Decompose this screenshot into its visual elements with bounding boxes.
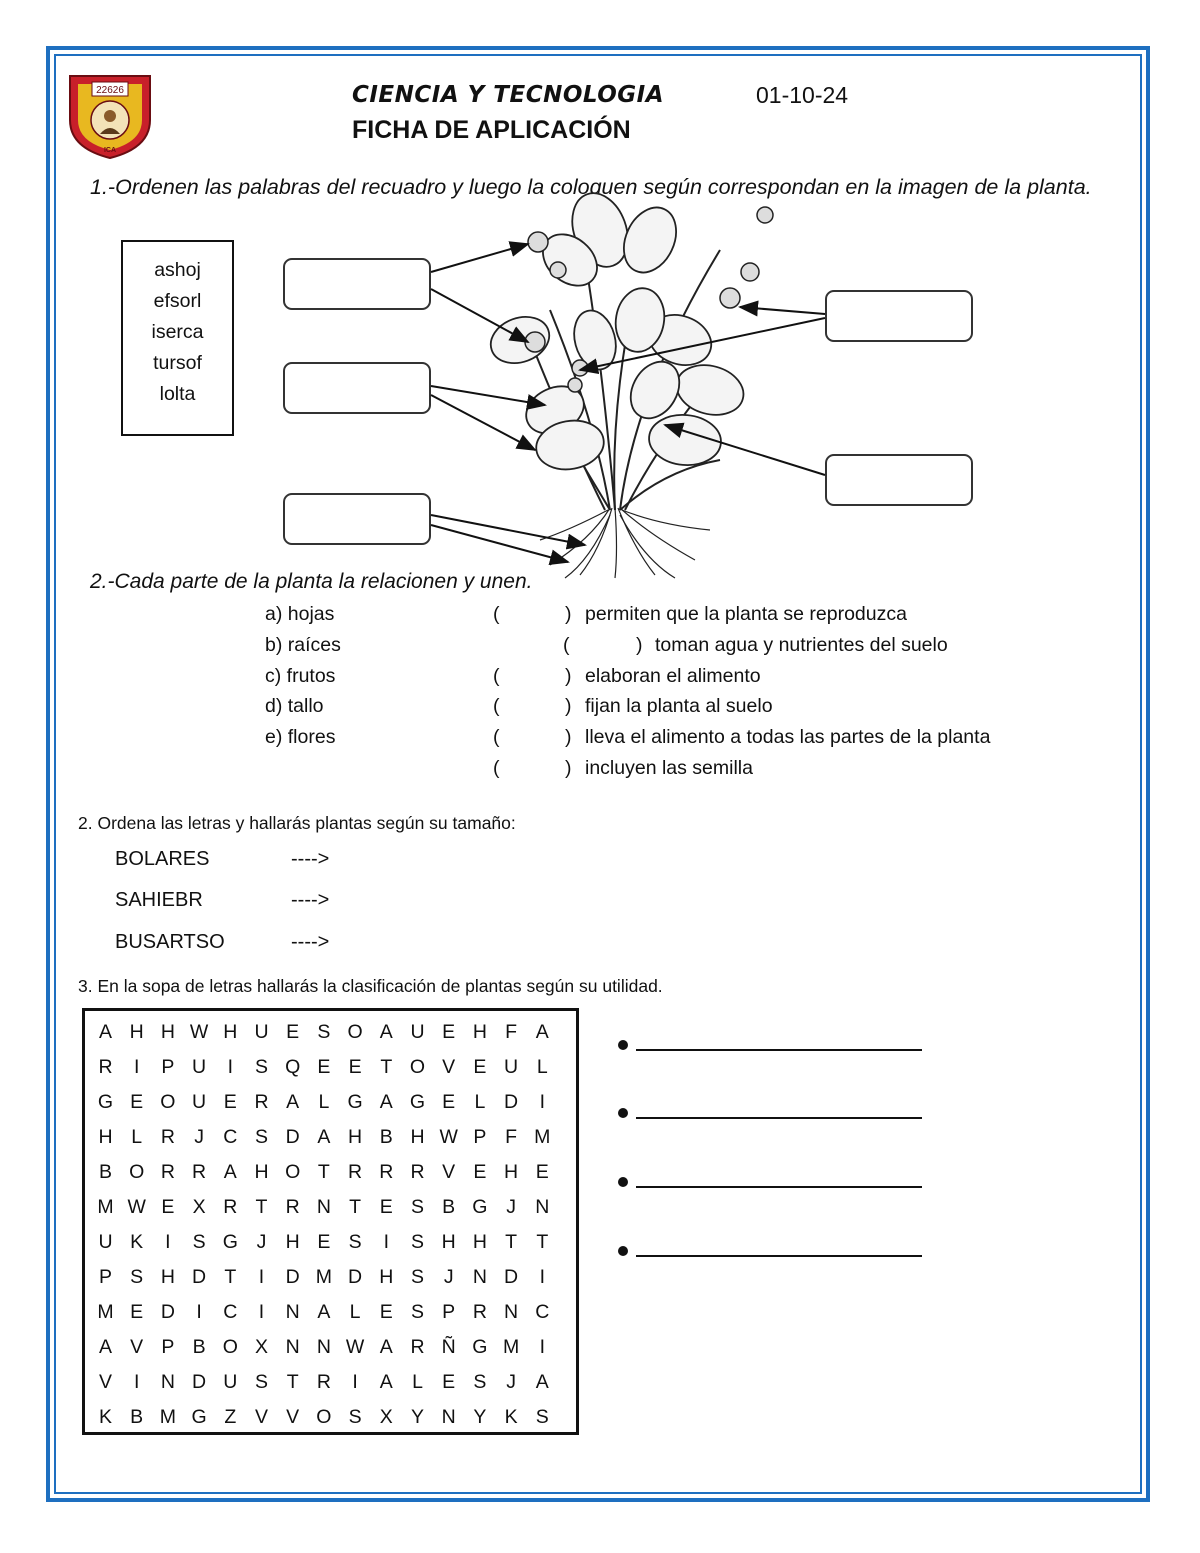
scrambled-word: lolta [159, 383, 196, 405]
word-search-letter[interactable]: L [318, 1091, 330, 1113]
word-search-letter[interactable]: N [316, 1196, 331, 1218]
size-section-prompt: 2. Ordena las letras y hallarás plantas según su tamaño: [78, 813, 516, 833]
word-search-letter[interactable]: E [473, 1056, 487, 1078]
word-search-letter[interactable]: P [161, 1056, 175, 1078]
word-search-row [85, 1021, 576, 1056]
word-search-letter[interactable]: A [98, 1336, 112, 1358]
word-search-letter[interactable]: L [131, 1126, 143, 1148]
answer-paren-close: ) [565, 726, 572, 748]
word-search-letter[interactable]: G [409, 1091, 426, 1113]
word-search-letter[interactable]: A [379, 1336, 393, 1358]
word-search-letter[interactable]: R [348, 1161, 363, 1183]
word-search-row [85, 1371, 576, 1406]
word-search-letter[interactable]: A [379, 1371, 393, 1393]
word-search-letter[interactable]: H [441, 1231, 456, 1253]
word-search-letter[interactable]: V [254, 1406, 268, 1428]
word-search-letter[interactable]: S [130, 1266, 144, 1288]
word-search-letter[interactable]: I [165, 1231, 171, 1253]
word-search-letter[interactable]: P [98, 1266, 112, 1288]
answer-paren-open: ( [563, 634, 570, 656]
word-search-letter[interactable]: T [286, 1371, 299, 1393]
word-search-row [85, 1266, 576, 1301]
word-search-letter[interactable]: Y [410, 1406, 424, 1428]
word-search-letter[interactable]: E [442, 1371, 456, 1393]
match-row [0, 695, 1200, 719]
word-search-letter[interactable]: E [348, 1056, 362, 1078]
word-search-letter[interactable]: W [439, 1126, 458, 1148]
word-search-letter[interactable]: I [133, 1371, 140, 1393]
word-search-letter[interactable]: P [161, 1336, 175, 1358]
match-function: permiten que la planta se reproduzca [585, 603, 907, 625]
word-search-letter[interactable]: R [472, 1301, 487, 1323]
word-search-letter[interactable]: V [130, 1336, 144, 1358]
word-search-letter[interactable]: S [254, 1126, 268, 1148]
word-search-letter[interactable]: O [285, 1161, 301, 1183]
word-search-letter[interactable]: A [98, 1021, 112, 1043]
word-search-letter[interactable]: R [410, 1161, 425, 1183]
word-search-letter[interactable]: O [316, 1406, 332, 1428]
word-search-letter[interactable]: O [347, 1021, 363, 1043]
word-search-letter[interactable]: L [536, 1056, 548, 1078]
word-search-letter[interactable]: B [442, 1196, 456, 1218]
word-search-letter[interactable]: S [348, 1406, 362, 1428]
word-search-letter[interactable]: O [409, 1056, 426, 1078]
match-row [0, 634, 1200, 658]
word-search-letter[interactable]: E [286, 1021, 300, 1043]
match-item: b) raíces [265, 634, 341, 656]
word-search-letter[interactable]: S [410, 1301, 424, 1323]
answer-paren-close: ) [565, 695, 572, 717]
answer-line [636, 1049, 922, 1051]
word-search-letter[interactable]: C [223, 1126, 238, 1148]
word-search-letter[interactable]: G [97, 1091, 114, 1113]
answer-line [636, 1186, 922, 1188]
word-search-letter[interactable]: L [349, 1301, 361, 1323]
word-search-letter[interactable]: N [504, 1301, 519, 1323]
word-search-letter[interactable]: L [412, 1371, 423, 1393]
word-search-letter[interactable]: G [472, 1196, 488, 1218]
word-search-letter[interactable]: J [256, 1231, 267, 1253]
word-search-letter[interactable]: I [539, 1091, 545, 1113]
word-search-row [85, 1196, 576, 1231]
word-search-letter[interactable]: O [222, 1336, 238, 1358]
word-search-letter[interactable]: I [227, 1056, 233, 1078]
word-search-letter[interactable]: T [536, 1231, 549, 1253]
word-search-letter[interactable]: Y [473, 1406, 487, 1428]
word-search-letter[interactable]: B [130, 1406, 144, 1428]
answer-blank[interactable] [618, 1108, 923, 1128]
word-search-letter[interactable]: T [255, 1196, 268, 1218]
word-search-letter[interactable]: C [223, 1301, 238, 1323]
word-search-letter[interactable]: A [286, 1091, 300, 1113]
word-search-letter[interactable]: E [317, 1056, 331, 1078]
word-search-letter[interactable]: A [317, 1301, 331, 1323]
word-search-letter[interactable]: I [258, 1266, 265, 1288]
word-search-letter[interactable]: B [192, 1336, 206, 1358]
answer-paren-close: ) [636, 634, 643, 656]
answer-paren-open: ( [493, 665, 500, 687]
word-search-letter[interactable]: E [442, 1091, 456, 1113]
match-function: elaboran el alimento [585, 665, 761, 687]
word-search-letter[interactable]: H [472, 1021, 487, 1043]
unscramble-arrow: ----> [291, 889, 330, 911]
answer-blank[interactable] [618, 1177, 923, 1197]
word-search-letter[interactable]: U [254, 1021, 269, 1043]
word-search-letter[interactable]: V [98, 1371, 112, 1393]
word-search-letter[interactable]: I [539, 1266, 545, 1288]
word-search-letter[interactable]: D [192, 1371, 207, 1393]
subject-title: CIENCIA Y TECNOLOGIA [352, 82, 665, 108]
word-search-letter[interactable]: S [254, 1056, 268, 1078]
answer-paren-open: ( [493, 726, 500, 748]
word-search-letter[interactable]: U [504, 1056, 519, 1078]
word-search-row [85, 1231, 576, 1266]
word-search-letter[interactable]: T [380, 1056, 393, 1078]
answer-blank[interactable] [618, 1246, 923, 1266]
word-search-letter[interactable]: U [98, 1231, 113, 1253]
answer-paren-close: ) [565, 665, 572, 687]
word-search-letter[interactable]: S [254, 1371, 268, 1393]
word-search-letter[interactable]: M [97, 1301, 114, 1323]
word-search-letter[interactable]: N [285, 1301, 300, 1323]
word-search-letter[interactable]: L [474, 1091, 486, 1113]
word-search-letter[interactable]: H [410, 1126, 425, 1148]
word-search-letter[interactable]: J [506, 1371, 516, 1393]
word-search-letter[interactable]: R [160, 1161, 175, 1183]
word-search-row [85, 1056, 576, 1091]
word-search-letter[interactable]: P [473, 1126, 487, 1148]
word-search-letter[interactable]: U [410, 1021, 425, 1043]
word-search-letter[interactable]: H [348, 1126, 363, 1148]
word-search-letter[interactable]: T [317, 1161, 330, 1183]
word-search-row [85, 1126, 576, 1161]
word-search-letter[interactable]: E [535, 1161, 549, 1183]
word-search-letter[interactable]: T [349, 1196, 362, 1218]
answer-paren-close: ) [565, 757, 572, 779]
scrambled-word: iserca [151, 321, 204, 343]
word-search-letter[interactable]: X [379, 1406, 393, 1428]
unscramble-word: BUSARTSO [115, 931, 225, 953]
word-search-letter[interactable]: H [223, 1021, 238, 1043]
match-function: toman agua y nutrientes del suelo [655, 634, 948, 656]
word-search-letter[interactable]: F [505, 1126, 518, 1148]
word-search-letter[interactable]: E [442, 1021, 456, 1043]
bullet-icon [618, 1177, 628, 1187]
word-search-letter[interactable]: N [535, 1196, 550, 1218]
match-item: a) hojas [265, 603, 335, 625]
word-search-letter[interactable]: D [348, 1266, 363, 1288]
word-search-row [85, 1161, 576, 1196]
word-search-letter[interactable]: S [410, 1266, 424, 1288]
word-search-letter[interactable]: U [223, 1371, 238, 1393]
scrambled-word: efsorl [153, 290, 202, 312]
answer-blank[interactable] [618, 1040, 923, 1060]
word-search-letter[interactable]: E [379, 1196, 393, 1218]
match-row [0, 603, 1200, 627]
word-search-letter[interactable]: U [192, 1056, 207, 1078]
word-search-letter[interactable]: S [410, 1196, 424, 1218]
pointer-arrows [0, 0, 1200, 600]
word-search-letter[interactable]: R [254, 1091, 269, 1113]
word-search-letter[interactable]: V [286, 1406, 300, 1428]
answer-line [636, 1117, 922, 1119]
word-search-letter[interactable]: H [160, 1266, 175, 1288]
bullet-icon [618, 1040, 628, 1050]
word-search-letter[interactable]: M [159, 1406, 177, 1428]
word-search-letter[interactable]: B [379, 1126, 393, 1148]
worksheet-title: FICHA DE APLICACIÓN [352, 116, 631, 144]
answer-paren-open: ( [493, 695, 500, 717]
word-search-letter[interactable]: R [379, 1161, 394, 1183]
word-search-letter[interactable]: K [504, 1406, 518, 1428]
word-search-row [85, 1406, 576, 1441]
match-item: e) flores [265, 726, 336, 748]
word-search-letter[interactable]: N [160, 1371, 175, 1393]
word-search-letter[interactable]: S [473, 1371, 487, 1393]
word-search-letter[interactable]: M [315, 1266, 333, 1288]
match-function: incluyen las semilla [585, 757, 753, 779]
word-search-letter[interactable]: V [442, 1056, 456, 1078]
word-search-letter[interactable]: C [535, 1301, 550, 1323]
word-search-letter[interactable]: D [285, 1126, 300, 1148]
word-search-letter[interactable]: I [539, 1336, 545, 1358]
word-search-letter[interactable]: G [347, 1091, 363, 1113]
word-search-letter[interactable]: K [130, 1231, 144, 1253]
logo-city: ICA [103, 147, 117, 154]
word-search-letter[interactable]: M [502, 1336, 520, 1358]
word-search-letter[interactable]: M [534, 1126, 551, 1148]
word-search-letter[interactable]: X [192, 1196, 206, 1218]
word-search-letter[interactable]: M [97, 1196, 114, 1218]
word-search-letter[interactable]: N [472, 1266, 487, 1288]
word-search-letter[interactable]: R [160, 1126, 175, 1148]
word-search-letter[interactable]: S [317, 1021, 331, 1043]
word-search-letter[interactable]: D [504, 1091, 519, 1113]
word-search-letter[interactable]: N [316, 1336, 331, 1358]
word-search-letter[interactable]: Q [285, 1056, 301, 1078]
match-item: c) frutos [265, 665, 336, 687]
word-search-letter[interactable]: G [191, 1406, 207, 1428]
word-search-letter[interactable]: R [192, 1161, 207, 1183]
word-search-letter[interactable]: N [441, 1406, 456, 1428]
bullet-icon [618, 1108, 628, 1118]
word-search-letter[interactable]: W [189, 1021, 209, 1043]
word-search-letter[interactable]: E [473, 1161, 487, 1183]
word-search-letter[interactable]: H [472, 1231, 487, 1253]
word-search-letter[interactable]: A [223, 1161, 237, 1183]
word-search-letter[interactable]: D [504, 1266, 519, 1288]
word-search-letter[interactable]: D [285, 1266, 300, 1288]
word-search-letter[interactable]: W [345, 1336, 365, 1358]
word-search-letter[interactable]: R [98, 1056, 113, 1078]
match-item: d) tallo [265, 695, 324, 717]
word-search-letter[interactable]: A [379, 1021, 393, 1043]
answer-paren-close: ) [565, 603, 572, 625]
match-row [0, 726, 1200, 750]
unscramble-arrow: ----> [291, 848, 330, 870]
wordsearch-prompt: 3. En la sopa de letras hallarás la clasificación de plantas según su utilidad. [78, 976, 663, 996]
word-search-letter[interactable]: I [258, 1301, 265, 1323]
word-search-letter[interactable]: G [222, 1231, 238, 1253]
word-search-row [85, 1336, 576, 1371]
word-search-letter[interactable]: A [317, 1126, 331, 1148]
word-search-letter[interactable]: Z [224, 1406, 237, 1428]
word-search-letter[interactable]: V [442, 1161, 456, 1183]
word-search-letter[interactable]: H [129, 1021, 144, 1043]
word-search-letter[interactable]: I [383, 1231, 389, 1253]
word-search-grid [82, 1008, 579, 1435]
word-search-letter[interactable]: A [535, 1021, 549, 1043]
match-row [0, 665, 1200, 689]
answer-line [636, 1255, 922, 1257]
word-search-letter[interactable]: A [535, 1371, 549, 1393]
unscramble-arrow: ----> [291, 931, 330, 953]
word-search-letter[interactable]: H [160, 1021, 175, 1043]
word-search-letter[interactable]: Ñ [441, 1336, 456, 1358]
word-search-letter[interactable]: E [130, 1301, 144, 1323]
word-search-letter[interactable]: I [133, 1056, 140, 1078]
word-search-letter[interactable]: H [254, 1161, 269, 1183]
unscramble-word: BOLARES [115, 848, 210, 870]
word-search-letter[interactable]: T [505, 1231, 518, 1253]
question-1-prompt: 1.-Ordenen las palabras del recuadro y luego la coloquen según correspondan en la imagen de la planta. [90, 175, 1092, 199]
word-search-letter[interactable]: E [317, 1231, 331, 1253]
unscramble-word: SAHIEBR [115, 889, 203, 911]
word-search-letter[interactable]: J [443, 1266, 454, 1288]
word-search-letter[interactable]: U [192, 1091, 207, 1113]
word-search-letter[interactable]: F [505, 1021, 518, 1043]
word-search-letter[interactable]: O [160, 1091, 176, 1113]
word-search-letter[interactable]: E [379, 1301, 393, 1323]
word-search-letter[interactable]: E [161, 1196, 175, 1218]
word-search-letter[interactable]: I [352, 1371, 358, 1393]
word-search-letter[interactable]: O [129, 1161, 145, 1183]
word-search-letter[interactable]: R [316, 1371, 331, 1393]
word-search-letter[interactable]: E [223, 1091, 237, 1113]
word-search-letter[interactable]: K [98, 1406, 112, 1428]
word-search-row [85, 1301, 576, 1336]
word-search-letter[interactable]: E [130, 1091, 144, 1113]
word-search-row [85, 1091, 576, 1126]
word-search-letter[interactable]: D [192, 1266, 207, 1288]
match-row [0, 757, 1200, 781]
word-search-letter[interactable]: S [192, 1231, 206, 1253]
question-2-prompt: 2.-Cada parte de la planta la relacionen y unen. [90, 570, 533, 593]
match-function: lleva el alimento a todas las partes de la planta [585, 726, 991, 748]
date-label: 01-10-24 [756, 82, 849, 108]
word-search-letter[interactable]: A [379, 1091, 393, 1113]
bullet-icon [618, 1246, 628, 1256]
word-search-letter[interactable]: X [254, 1336, 268, 1358]
answer-paren-open: ( [493, 603, 500, 625]
scrambled-word: tursof [153, 352, 202, 374]
word-search-letter[interactable]: J [194, 1126, 204, 1148]
word-search-letter[interactable]: H [285, 1231, 300, 1253]
word-search-letter[interactable]: S [410, 1231, 424, 1253]
word-search-letter[interactable]: D [160, 1301, 175, 1323]
word-search-letter[interactable]: H [98, 1126, 113, 1148]
match-function: fijan la planta al suelo [585, 695, 773, 717]
word-search-letter[interactable]: W [127, 1196, 146, 1218]
answer-paren-open: ( [493, 757, 500, 779]
scrambled-word: ashoj [154, 259, 201, 281]
word-search-letter[interactable]: B [98, 1161, 112, 1183]
word-search-letter[interactable]: H [504, 1161, 519, 1183]
word-search-letter[interactable]: N [285, 1336, 300, 1358]
word-search-letter[interactable]: R [223, 1196, 238, 1218]
word-search-letter[interactable]: S [535, 1406, 549, 1428]
word-search-letter[interactable]: P [442, 1301, 456, 1323]
logo-code: 22626 [96, 85, 124, 96]
word-search-letter[interactable]: R [410, 1336, 425, 1358]
word-search-letter[interactable]: I [196, 1301, 202, 1323]
word-search-letter[interactable]: G [472, 1336, 488, 1358]
word-search-letter[interactable]: J [506, 1196, 516, 1218]
word-search-letter[interactable]: T [224, 1266, 237, 1288]
word-search-letter[interactable]: S [348, 1231, 362, 1253]
word-search-letter[interactable]: H [379, 1266, 394, 1288]
word-search-letter[interactable]: R [285, 1196, 300, 1218]
